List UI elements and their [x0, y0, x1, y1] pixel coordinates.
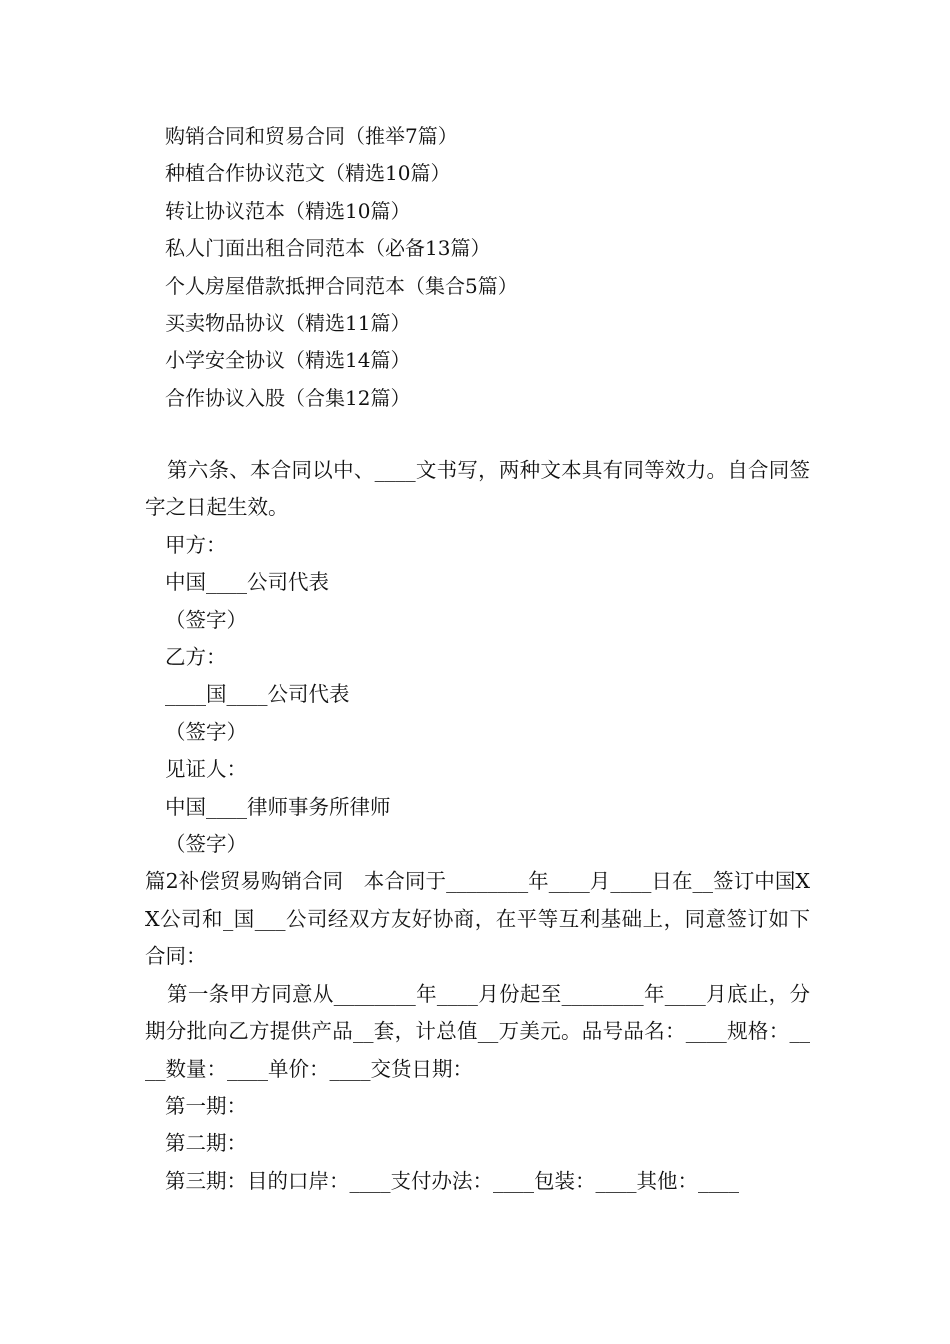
article-6-paragraph: 第六条、本合同以中、____文书写，两种文本具有同等效力。自合同签字之日起生效。 [145, 458, 810, 520]
related-link[interactable]: 买卖物品协议（精选11篇） [165, 310, 411, 335]
signature-placeholder: （签字） [165, 607, 247, 632]
signature-placeholder: （签字） [165, 832, 247, 857]
witness-label: 见证人： [165, 757, 247, 782]
signature-placeholder: （签字） [165, 719, 247, 744]
contract-body [145, 452, 810, 1200]
related-links-list [165, 118, 865, 417]
related-link[interactable]: 私人门面出租合同范本（必备13篇） [165, 236, 491, 261]
related-link[interactable]: 种植合作协议范文（精选10篇） [165, 161, 451, 186]
phase-1-label: 第一期： [165, 1093, 247, 1118]
related-link[interactable]: 购销合同和贸易合同（推举7篇） [165, 124, 458, 148]
related-link[interactable]: 转让协议范本（精选10篇） [165, 198, 411, 223]
article-1-paragraph: 第一条甲方同意从________年____月份起至________年____月底止，分期分批向乙方提供产品__套，计总值__万美元。品号品名：____规格：____数量：____单价：____交货日期： [145, 981, 810, 1081]
party-b-representative: ____国____公司代表 [165, 682, 350, 707]
party-b-label: 乙方： [165, 645, 227, 670]
related-link[interactable]: 合作协议入股（合集12篇） [165, 385, 411, 410]
section-2-intro-paragraph: 篇2补偿贸易购销合同 本合同于________年____月____日在__签订中国XX公司和_国___公司经双方友好协商，在平等互利基础上，同意签订如下合同： [145, 869, 810, 969]
related-link[interactable]: 小学安全协议（精选14篇） [165, 348, 411, 373]
phase-3-line: 第三期：目的口岸：____支付办法：____包装：____其他：____ [165, 1168, 739, 1193]
party-a-label: 甲方： [165, 532, 227, 557]
related-link[interactable]: 个人房屋借款抵押合同范本（集合5篇） [165, 273, 518, 298]
phase-2-label: 第二期： [165, 1131, 247, 1156]
party-a-representative: 中国____公司代表 [165, 570, 329, 595]
witness-representative: 中国____律师事务所律师 [165, 794, 391, 819]
